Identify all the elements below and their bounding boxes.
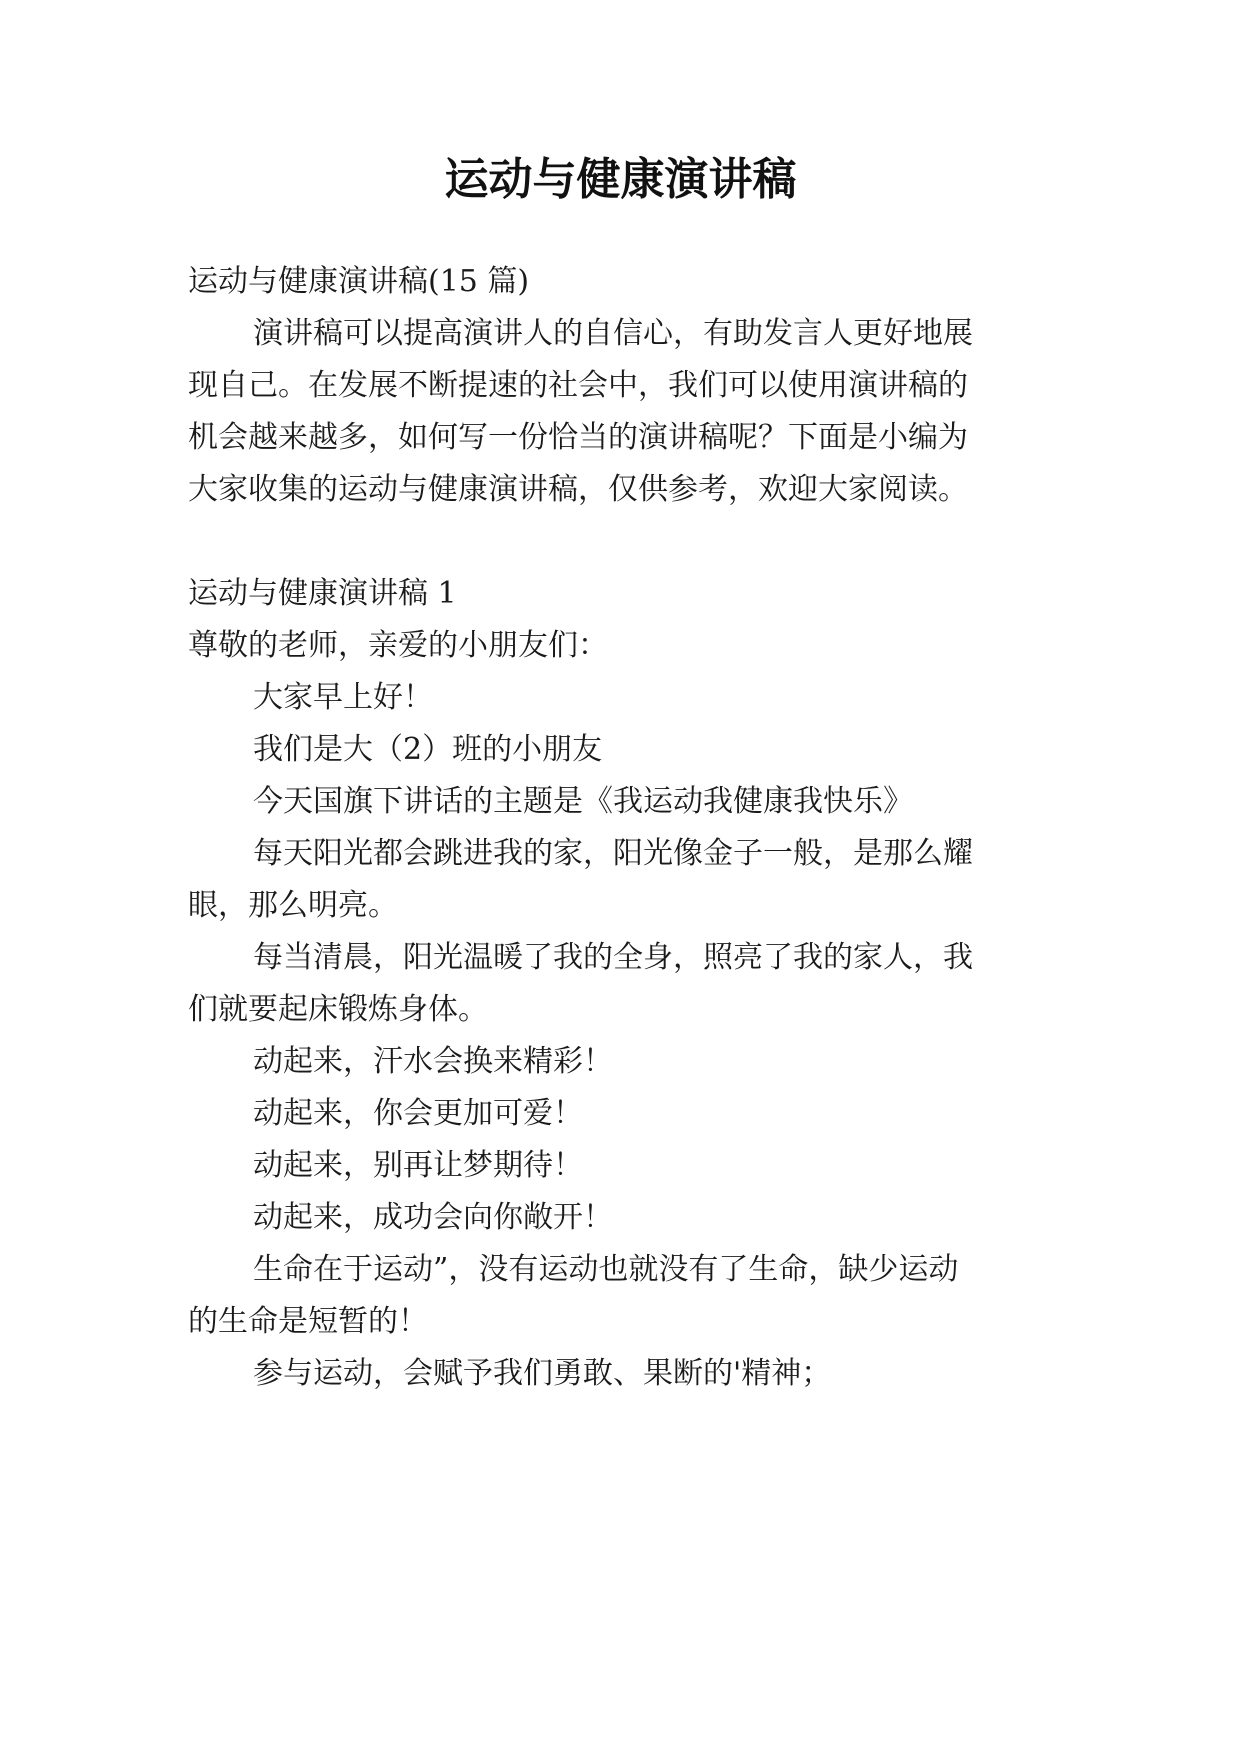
body-line: 们就要起床锻炼身体。 [188,992,488,1027]
body-line: 每当清晨，阳光温暖了我的全身，照亮了我的家人，我 [253,940,973,975]
body-line: 动起来，汗水会换来精彩！ [253,1044,613,1079]
body-line: 的生命是短暂的！ [188,1304,428,1339]
body-line: 尊敬的老师，亲爱的小朋友们： [188,628,608,663]
document-subtitle: 运动与健康演讲稿(15 篇) [188,264,530,299]
body-line: 动起来，别再让梦期待！ [253,1148,583,1183]
body-line: 生命在于运动”，没有运动也就没有了生命，缺少运动 [253,1252,959,1287]
body-line: 我们是大（2）班的小朋友 [253,732,603,767]
body-line: 大家早上好！ [253,680,433,715]
section-heading: 运动与健康演讲稿 1 [188,576,457,611]
body-line: 动起来，你会更加可爱！ [253,1096,583,1131]
body-line: 每天阳光都会跳进我的家，阳光像金子一般，是那么耀 [253,836,973,871]
body-line: 参与运动，会赋予我们勇敢、果断的'精神； [253,1356,832,1391]
intro-line: 机会越来越多，如何写一份恰当的演讲稿呢？下面是小编为 [188,420,968,455]
body-line: 眼，那么明亮。 [188,888,398,923]
page-title: 运动与健康演讲稿 [444,154,797,205]
body-line: 动起来，成功会向你敞开！ [253,1200,613,1235]
intro-line: 演讲稿可以提高演讲人的自信心，有助发言人更好地展 [253,316,973,351]
intro-line: 现自己。在发展不断提速的社会中，我们可以使用演讲稿的 [188,368,968,403]
intro-line: 大家收集的运动与健康演讲稿，仅供参考，欢迎大家阅读。 [188,472,968,507]
body-line: 今天国旗下讲话的主题是《我运动我健康我快乐》 [253,784,913,819]
